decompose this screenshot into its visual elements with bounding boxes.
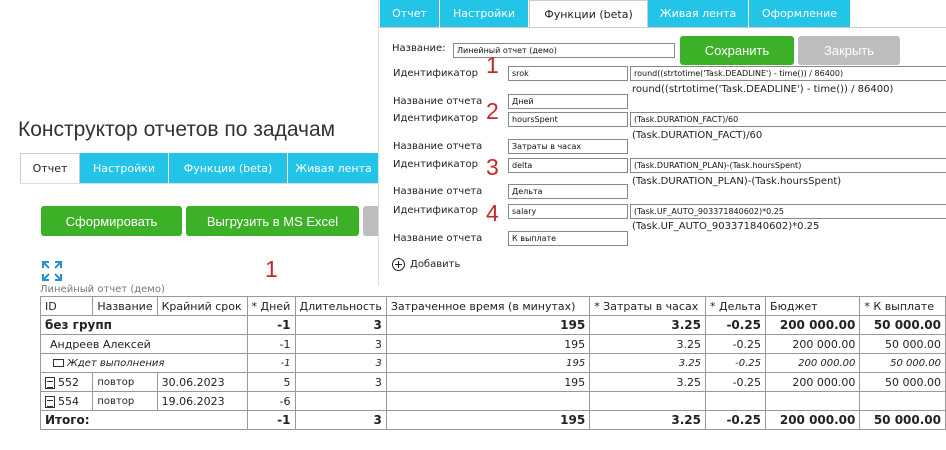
report-name-label: Название: bbox=[392, 43, 446, 54]
cell-delta: -0.25 bbox=[706, 335, 766, 354]
group-row[interactable] bbox=[41, 316, 946, 335]
report-title-input[interactable]: Дельта bbox=[508, 184, 628, 199]
annotation-number: 1 bbox=[486, 52, 499, 78]
cell-budget: 200 000.00 bbox=[766, 335, 860, 354]
report-subtitle: Линейный отчет (демо) bbox=[40, 284, 165, 295]
cell-hours: 3.25 bbox=[590, 373, 706, 392]
cell-budget: 200 000.00 bbox=[766, 354, 860, 373]
identifier-input[interactable]: salary bbox=[508, 204, 628, 219]
cell-hours: 3.25 bbox=[590, 354, 706, 373]
report-title-label: Название отчета bbox=[393, 186, 483, 197]
cell-spent: 195 bbox=[386, 335, 589, 354]
person-row[interactable] bbox=[41, 335, 946, 354]
formula-preview: round((strtotime('Task.DEADLINE') - time()) / 86400) bbox=[632, 84, 894, 95]
save-button[interactable]: Сохранить bbox=[680, 36, 794, 65]
cell-id[interactable]: 552 bbox=[41, 373, 93, 392]
col-header-delta[interactable]: * Дельта bbox=[706, 297, 766, 316]
cell-deadline: 19.06.2023 bbox=[157, 392, 247, 411]
formula-input[interactable]: (Task.DURATION_PLAN)-(Task.hoursSpent) bbox=[630, 158, 946, 173]
identifier-label: Идентификатор bbox=[393, 159, 478, 170]
status-row[interactable] bbox=[41, 354, 946, 373]
tab-functions[interactable]: Функции (beta) bbox=[169, 153, 288, 183]
cell-name: повтор bbox=[93, 392, 157, 411]
tab-report[interactable]: Отчет bbox=[380, 0, 440, 27]
report-title-label: Название отчета bbox=[393, 141, 483, 152]
cell-days: -1 bbox=[247, 335, 295, 354]
annotation-number: 1 bbox=[265, 256, 278, 282]
cell-days: -1 bbox=[247, 316, 295, 335]
identifier-label: Идентификатор bbox=[393, 205, 478, 216]
col-header-deadline[interactable]: Крайний срок bbox=[157, 297, 247, 316]
cell-duration: 3 bbox=[295, 335, 386, 354]
cell-pay: 50 000.00 bbox=[860, 411, 946, 430]
plus-circle-icon bbox=[392, 258, 405, 271]
cell-delta: -0.25 bbox=[706, 373, 766, 392]
identifier-input[interactable]: srok bbox=[508, 66, 628, 81]
cell-spent: 195 bbox=[386, 354, 589, 373]
tab-design[interactable]: Оформление bbox=[749, 0, 851, 27]
cell-hours: 3.25 bbox=[590, 335, 706, 354]
report-name-input[interactable]: Линейный отчет (демо) bbox=[453, 43, 675, 58]
cell-hours: 3.25 bbox=[590, 316, 706, 335]
tab-settings[interactable]: Настройки bbox=[80, 153, 169, 183]
cell-spent bbox=[386, 392, 589, 411]
col-header-spent[interactable]: Затраченное время (в минутах) bbox=[386, 297, 589, 316]
formula-input[interactable]: round((strtotime('Task.DEADLINE') - time()) / 86400) bbox=[630, 66, 946, 81]
cell-delta: -0.25 bbox=[706, 354, 766, 373]
cell-delta bbox=[706, 392, 766, 411]
col-header-duration[interactable]: Длительность bbox=[295, 297, 386, 316]
col-header-name[interactable]: Название bbox=[93, 297, 157, 316]
report-title-input[interactable]: К выплате bbox=[508, 231, 628, 246]
col-header-days[interactable]: * Дней bbox=[247, 297, 295, 316]
cell-days: -1 bbox=[247, 354, 295, 373]
document-icon bbox=[45, 396, 55, 408]
add-function-button[interactable] bbox=[392, 258, 460, 271]
report-title-input[interactable]: Затраты в часах bbox=[508, 139, 628, 154]
annotation-number: 4 bbox=[486, 200, 499, 226]
cell-hours bbox=[590, 392, 706, 411]
folder-icon bbox=[53, 359, 64, 367]
table-header-row bbox=[41, 297, 946, 316]
cell-spent: 195 bbox=[386, 373, 589, 392]
cell-budget: 200 000.00 bbox=[766, 373, 860, 392]
identifier-input[interactable]: hoursSpent bbox=[508, 112, 628, 127]
status-label: Ждет выполнения bbox=[67, 357, 165, 369]
cell-delta: -0.25 bbox=[706, 316, 766, 335]
cell-pay: 50 000.00 bbox=[860, 373, 946, 392]
tab-settings[interactable]: Настройки bbox=[440, 0, 529, 27]
tab-live-feed[interactable]: Живая лента bbox=[648, 0, 749, 27]
more-button[interactable] bbox=[363, 206, 379, 236]
cell-duration: 3 bbox=[295, 411, 386, 430]
generate-button[interactable]: Сформировать bbox=[41, 206, 182, 236]
expand-icon[interactable] bbox=[41, 260, 63, 282]
page-title: Конструктор отчетов по задачам bbox=[18, 118, 336, 141]
annotation-number: 3 bbox=[486, 154, 499, 180]
cell-days: 5 bbox=[247, 373, 295, 392]
report-title-input[interactable]: Дней bbox=[508, 94, 628, 109]
cell-budget: 200 000.00 bbox=[766, 316, 860, 335]
tab-report[interactable]: Отчет bbox=[20, 153, 80, 183]
total-label: Итого: bbox=[41, 411, 248, 430]
panel-tabs bbox=[380, 0, 851, 27]
cell-budget: 200 000.00 bbox=[766, 411, 860, 430]
cell-delta: -0.25 bbox=[706, 411, 766, 430]
document-icon bbox=[45, 377, 55, 389]
tab-functions[interactable]: Функции (beta) bbox=[529, 0, 648, 27]
cell-name: повтор bbox=[93, 373, 157, 392]
cell-duration: 3 bbox=[295, 373, 386, 392]
cell-spent: 195 bbox=[386, 316, 589, 335]
cell-deadline: 30.06.2023 bbox=[157, 373, 247, 392]
group-label: без групп bbox=[41, 316, 248, 335]
person-label: Андреев Алексей bbox=[41, 335, 248, 354]
col-header-hours[interactable]: * Затраты в часах bbox=[590, 297, 706, 316]
cell-hours: 3.25 bbox=[590, 411, 706, 430]
cell-duration bbox=[295, 392, 386, 411]
col-header-budget[interactable]: Бюджет bbox=[766, 297, 860, 316]
cell-spent: 195 bbox=[386, 411, 589, 430]
tab-live-feed[interactable]: Живая лента bbox=[288, 153, 380, 183]
col-header-pay[interactable]: * К выплате bbox=[860, 297, 946, 316]
close-button[interactable]: Закрыть bbox=[798, 36, 900, 65]
report-title-label: Название отчета bbox=[393, 96, 483, 107]
formula-preview: (Task.DURATION_PLAN)-(Task.hoursSpent) bbox=[632, 176, 842, 187]
report-table bbox=[40, 296, 946, 430]
formula-preview: (Task.UF_AUTO_903371840602)*0.25 bbox=[632, 221, 820, 232]
cell-id[interactable]: 554 bbox=[41, 392, 93, 411]
formula-input[interactable]: (Task.UF_AUTO_903371840602)*0.25 bbox=[630, 204, 946, 219]
identifier-label: Идентификатор bbox=[393, 113, 478, 124]
cell-budget bbox=[766, 392, 860, 411]
tabs-divider bbox=[20, 183, 382, 184]
panel-tabs-divider bbox=[379, 27, 946, 28]
cell-days: -1 bbox=[247, 411, 295, 430]
total-row bbox=[41, 411, 946, 430]
cell-duration: 3 bbox=[295, 316, 386, 335]
add-label: Добавить bbox=[410, 259, 461, 270]
cell-pay: 50 000.00 bbox=[860, 335, 946, 354]
formula-input[interactable]: (Task.DURATION_FACT)/60 bbox=[630, 112, 946, 127]
status-cell bbox=[41, 354, 248, 373]
cell-pay: 50 000.00 bbox=[860, 354, 946, 373]
main-tabs bbox=[20, 153, 380, 183]
cell-pay: 50 000.00 bbox=[860, 316, 946, 335]
cell-duration: 3 bbox=[295, 354, 386, 373]
col-header-id[interactable]: ID bbox=[41, 297, 93, 316]
cell-days: -6 bbox=[247, 392, 295, 411]
identifier-input[interactable]: delta bbox=[508, 158, 628, 173]
table-row[interactable] bbox=[41, 373, 946, 392]
table-row[interactable] bbox=[41, 392, 946, 411]
report-title-label: Название отчета bbox=[393, 233, 483, 244]
cell-pay bbox=[860, 392, 946, 411]
identifier-label: Идентификатор bbox=[393, 68, 478, 79]
annotation-number: 2 bbox=[486, 98, 499, 124]
export-excel-button[interactable]: Выгрузить в MS Excel bbox=[186, 206, 359, 236]
formula-preview: (Task.DURATION_FACT)/60 bbox=[632, 130, 763, 141]
